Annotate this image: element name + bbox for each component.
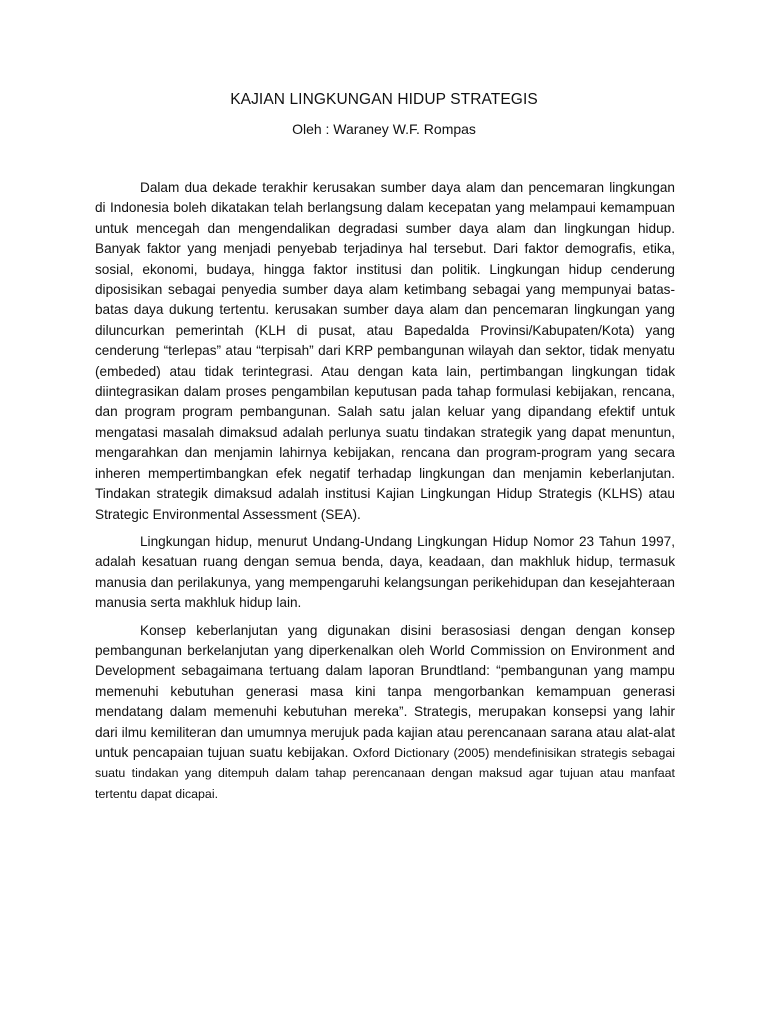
- document-title: KAJIAN LINGKUNGAN HIDUP STRATEGIS: [230, 91, 538, 108]
- document-author: Oleh : Waraney W.F. Rompas: [292, 121, 476, 137]
- paragraph-3-tail: Oxford Dictionary (2005) mendefinisikan strategis sebagai suatu tindakan yang ditempuh dalam tahap perencanaan dengan maksud agar tujuan atau manfaat tertentu dapat dicapai.: [95, 745, 675, 801]
- paragraph-1: Dalam dua dekade terakhir kerusakan sumber daya alam dan pencemaran lingkungan di Indonesia boleh dikatakan telah berlangsung dalam kecepatan yang melampaui kemampuan untuk mencegah dan mengendalikan degradasi sumber daya alam dan lingkungan hidup. Banyak faktor yang menjadi penyebab terjadinya hal tersebut. Dari faktor demografis, etika, sosial, ekonomi, budaya, hingga faktor institusi dan politik. Lingkungan hidup cenderung diposisikan sebagai penyedia sumber daya alam ketimbang sebagai yang mempunyai batas-batas daya dukung tertentu. kerusakan sumber daya alam dan pencemaran lingkungan yang diluncurkan pemerintah (KLH di pusat, atau Bapedalda Provinsi/Kabupaten/Kota) yang cenderung “terlepas” atau “terpisah” dari KRP pembangunan wilayah dan sektor, tidak menyatu (embeded) atau tidak terintegrasi. Atau dengan kata lain, pertimbangan lingkungan tidak diintegrasikan dalam proses pengambilan keputusan pada tahap formulasi kebijakan, rencana, dan program program pembangunan. Salah satu jalan keluar yang dipandang efektif untuk mengatasi masalah dimaksud adalah perlunya suatu tindakan strategik yang dapat menuntun, mengarahkan dan menjamin lahirnya kebijakan, rencana dan program-program yang secara inheren mempertimbangkan efek negatif terhadap lingkungan dan menjamin keberlanjutan. Tindakan strategik dimaksud adalah institusi Kajian Lingkungan Hidup Strategis (KLHS) atau Strategic Environmental Assessment (SEA).: [95, 180, 675, 522]
- paragraph-3-text: Konsep keberlanjutan yang digunakan disini berasosiasi dengan dengan konsep pembangunan berkelanjutan yang diperkenalkan oleh World Commission on Environment and Development sebagaimana tertuang dalam laporan Brundtland: “pembangunan yang mampu memenuhi kebutuhan generasi masa kini tanpa mengorbankan kemampuan generasi mendatang dalam memenuhi kebutuhan mereka”. Strategis, merupakan konsepsi yang lahir dari ilmu kemiliteran dan umumnya merujuk pada kajian atau perencanaan sarana atau alat-alat untuk pencapaian tujuan suatu kebijakan.: [95, 622, 675, 760]
- document-body: [95, 178, 675, 811]
- paragraph-3: [95, 621, 675, 805]
- paragraph-2: Lingkungan hidup, menurut Undang-Undang Lingkungan Hidup Nomor 23 Tahun 1997, adalah kesatuan ruang dengan semua benda, daya, keadaan, dan makhluk hidup, termasuk manusia dan perilakunya, yang mempengaruhi kelangsungan perikehidupan dan kesejahteraan manusia serta makhluk hidup lain.: [95, 533, 675, 611]
